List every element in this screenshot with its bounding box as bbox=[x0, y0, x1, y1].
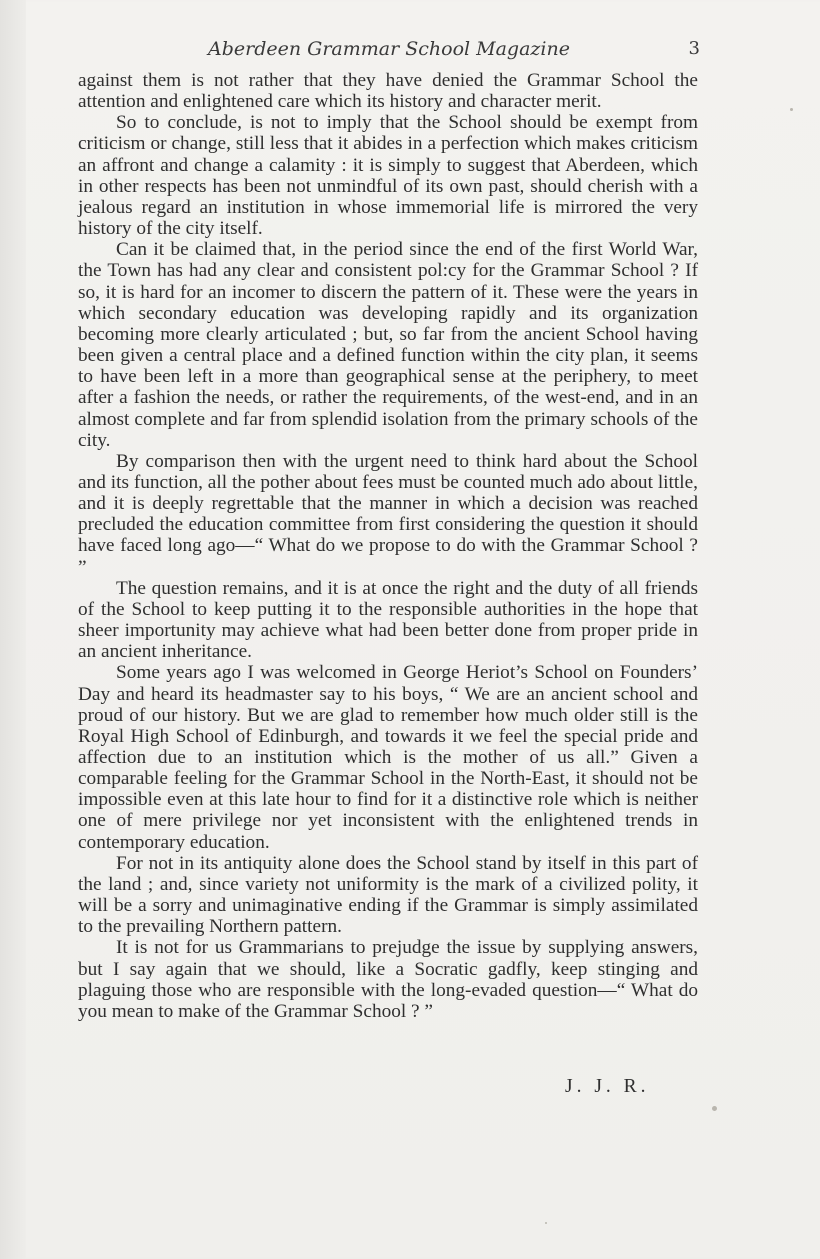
header-title: Aberdeen Grammar School Magazine bbox=[208, 38, 570, 60]
paragraph: The question remains, and it is at once the right and the duty of all friends of the School to keep putting it to the responsible authorities in the hope that sheer importunity may achieve what had been better done from proper pride in an ancient inheritance. bbox=[78, 577, 698, 663]
paragraph: So to conclude, is not to imply that the School should be exempt from criticism or change, still less that it abides in a perfection which makes criticism an affront and change a calamity : it is simply to suggest that Aberdeen, which in other respects has been not unmindful of its own past, should cherish with a jealous regard an institution in whose immemorial life is mirrored the very history of the city itself. bbox=[78, 112, 698, 240]
article-body bbox=[78, 70, 698, 1022]
paper-speck bbox=[545, 1222, 547, 1224]
page-number: 3 bbox=[688, 38, 700, 59]
paragraph: Can it be claimed that, in the period since the end of the first World War, the Town has had any clear and consistent pol:cy for the Grammar School ? If so, it is hard for an incomer to discern the pattern of it. These were the years in which secondary education was developing rapidly and its organization becoming more clearly articulated ; but, so far from the ancient School having been given a central place and a defined function within the city plan, it seems to have been left in a more than geographical sense at the periphery, to meet after a fashion the needs, or rather the requirements, of the west-end, and in an almost complete and far from splendid isolation from the primary schools of the city. bbox=[78, 239, 698, 451]
paragraph: For not in its antiquity alone does the School stand by itself in this part of the land ; and, since variety not uniformity is the mark of a civilized polity, it will be a sorry and unimaginative ending if the Grammar is simply assimilated to the prevailing Northern pattern. bbox=[78, 852, 698, 938]
running-header bbox=[78, 38, 700, 66]
page-left-edge bbox=[0, 0, 26, 1259]
paper-speck bbox=[712, 1106, 717, 1111]
paragraph: It is not for us Grammarians to prejudge the issue by supplying answers, but I say again that we should, like a Socratic gadfly, keep stinging and plaguing those who are responsible with the long-evaded question—“ What do you mean to make of the Grammar School ? ” bbox=[78, 937, 698, 1022]
paper-speck bbox=[790, 108, 793, 111]
paragraph: By comparison then with the urgent need to think hard about the School and its function, all the pother about fees must be counted much ado about little, and it is deeply regrettable that the manner in which a decision was reached precluded the education committee from first considering the question it should have faced long ago—“ What do we propose to do with the Grammar School ? ” bbox=[78, 450, 698, 578]
paragraph: against them is not rather that they have denied the Grammar School the attention and enlightened care which its history and character merit. bbox=[78, 70, 698, 113]
paragraph: Some years ago I was welcomed in George Heriot’s School on Founders’ Day and heard its headmaster say to his boys, “ We are an ancient school and proud of our history. But we are glad to remember how much older still is the Royal High School of Edinburgh, and towards it we feel the special pride and affection due to an institution which is the mother of us all.” Given a comparable feeling for the Grammar School in the North-East, it should not be impossible even at this late hour to find for it a distinctive role which is neither one of mere privilege nor yet inconsistent with the enlightened trends in contemporary education. bbox=[78, 662, 698, 853]
author-signature: J. J. R. bbox=[565, 1076, 650, 1097]
